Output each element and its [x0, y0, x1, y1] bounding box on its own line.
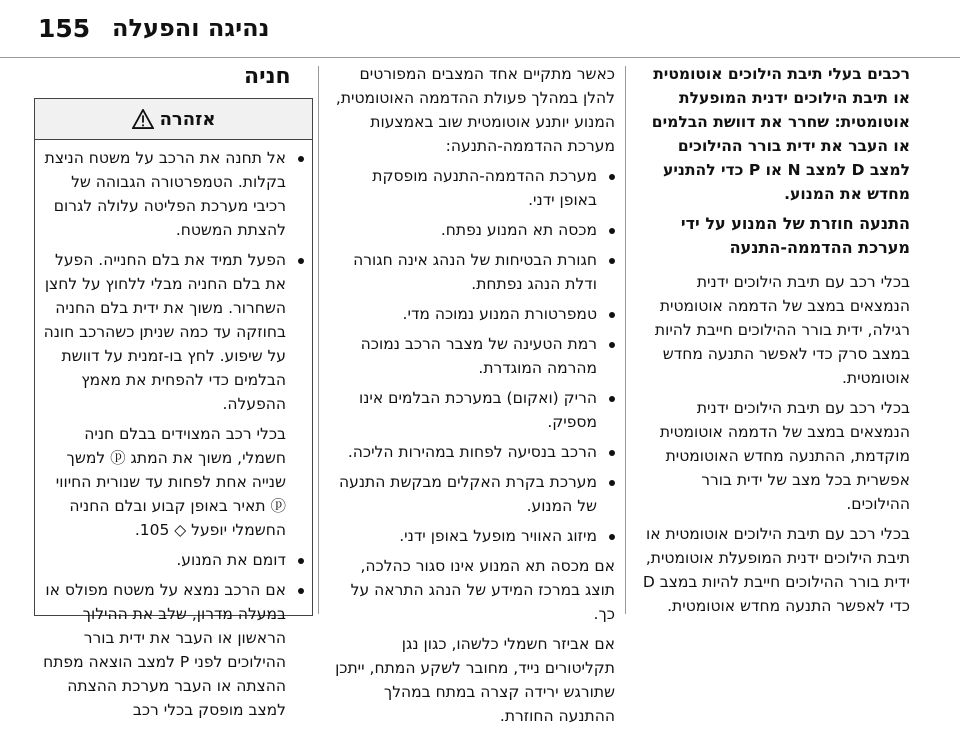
bullet-icon: [609, 258, 615, 264]
column-right: [640, 62, 910, 624]
column-middle: [330, 62, 615, 734]
list-item: מערכת בקרת האקלים מבקשת התנעה של המנוע.: [330, 470, 615, 518]
warning-box: [34, 98, 313, 719]
list-item: אם הרכב נמצא על משטח מפולס או במעלה מדרון, שלב את ההילוך הראשון או העבר את ידית בורר ההילוכים לפני P למצב הוצאה מפתח ההצתה או העבר מערכת ההצתה למצב מופסק בכלי רכב: [43, 578, 304, 722]
list-item: הריק (ואקום) במערכת הבלמים אינו מספיק.: [330, 386, 615, 434]
bullet-icon: [609, 480, 615, 486]
page-title: נהיגה והפעלה: [112, 14, 270, 42]
bullet-icon: [298, 258, 304, 264]
header-rule: [0, 57, 960, 58]
electric-parking-brake-para: בכלי רכב המצוידים בבלם חניה חשמלי, משוך את המתג ⓟ למשך שנייה אחת לפחות עד שנורית החיווי ⓟ תאיר באופן קבוע ובלם החניה החשמלי יופעל ◇ 105.: [55, 425, 286, 539]
bullet-icon: [609, 396, 615, 402]
bullet-icon: [609, 534, 615, 540]
warning-header: [35, 99, 312, 140]
restart-section-title: התנעה חוזרת של המנוע על ידי מערכת ההדממה-התנעה: [680, 214, 910, 257]
list-item: מכסה תא המנוע נפתח.: [330, 218, 615, 242]
page-number: 155: [38, 14, 91, 43]
parking-heading: חניה: [244, 64, 291, 89]
auto-transmission-intro: רכבים בעלי תיבת הילוכים אוטומטית או תיבת הילוכים ידנית המופעלת אוטומטית: שחרר את דוושת הבלמים או העבר את ידית בורר ההילוכים למצב D למצב N או P כדי להתניע מחדש את המנוע.: [651, 65, 910, 203]
column-divider-left: [318, 66, 319, 614]
warning-list: [43, 146, 304, 722]
voltage-drop-para: אם אביזר חשמלי כלשהו, כגון נגן תקליטורים נייד, מחובר לשקע המתח, ייתכן שתורגש ירידה קצרה במתח במהלך ההתנעה החוזרת.: [335, 635, 615, 725]
automatic-para: בכלי רכב עם תיבת הילוכים אוטומטית או תיבת הילוכים ידנית המופעלת אוטומטית, ידית בורר ההילוכים חייבת להיות במצב D כדי לאפשר התנעה מחדש אוטומטית.: [642, 525, 910, 615]
restart-conditions-list: [330, 164, 615, 548]
column-divider-right: [625, 66, 626, 614]
list-item: הרכב בנסיעה לפחות במהירות הליכה.: [330, 440, 615, 464]
list-item: הפעל תמיד את בלם החנייה. הפעל את בלם החניה מבלי ללחוץ על לחצן השחרור. משוך את ידית בלם החניה בחוזקה עד כמה שניתן כשהרכב חונה על שיפוע. לחץ בו-זמנית על דוושת הבלמים כדי להפחית את מאמץ ההפעלה. בכלי רכב המצוידים בבלם חניה חשמלי, משוך את המתג ⓟ למשך שנייה אחת לפחות עד שנורית החיווי ⓟ תאיר באופן קבוע ובלם החניה החשמלי יופעל ◇ 105.: [43, 248, 304, 542]
warning-label: אזהרה: [159, 108, 216, 130]
list-item: מיזוג האוויר מופעל באופן ידני.: [330, 524, 615, 548]
bullet-icon: [298, 588, 304, 594]
bullet-icon: [609, 312, 615, 318]
bullet-icon: [609, 450, 615, 456]
page-header: [0, 0, 960, 62]
bullet-icon: [298, 558, 304, 564]
list-item: טמפרטורת המנוע נמוכה מדי.: [330, 302, 615, 326]
list-item: חגורת הבטיחות של הנהג אינה חגורה ודלת הנהג נפתחת.: [330, 248, 615, 296]
bullet-icon: [609, 228, 615, 234]
bullet-icon: [609, 174, 615, 180]
list-item: אל תחנה את הרכב על משטח הניצת בקלות. הטמפרטורה הגבוהה של רכיבי מערכת הפליטה עלולה לגרום להצתת המשטח.: [43, 146, 304, 242]
restart-conditions-intro: כאשר מתקיים אחד המצבים המפורטים להלן במהלך פעולת ההדממה האוטומטית, המנוע יותנע אוטומטית שוב באמצעות מערכת ההדממה-התנעה:: [335, 65, 615, 155]
list-item: דומם את המנוע.: [43, 548, 304, 572]
manual-normal-para: בכלי רכב עם תיבת הילוכים ידנית הנמצאים במצב של הדממה אוטומטית רגילה, ידית בורר ההילוכים חייבת להיות במצב סרק כדי לאפשר התנעה מחדש אוטומטית.: [654, 273, 910, 387]
warning-body: [35, 140, 312, 722]
list-item: רמת הטעינה של מצבר הרכב נמוכה מהרמה המוגדרת.: [330, 332, 615, 380]
list-item: מערכת ההדממה-התנעה מופסקת באופן ידני.: [330, 164, 615, 212]
manual-early-para: בכלי רכב עם תיבת הילוכים ידנית הנמצאים במצב של הדממה אוטומטית מוקדמת, ההתנעה מחדש האוטומטית אפשרית בכל מצב של ידית בורר ההילוכים.: [659, 399, 910, 513]
bullet-icon: [298, 156, 304, 162]
bullet-icon: [609, 342, 615, 348]
bonnet-warning-para: אם מכסה תא המנוע אינו סגור כהלכה, תוצג במרכז המידע של הנהג התראה על כך.: [350, 557, 615, 623]
warning-triangle-icon: [132, 109, 154, 129]
